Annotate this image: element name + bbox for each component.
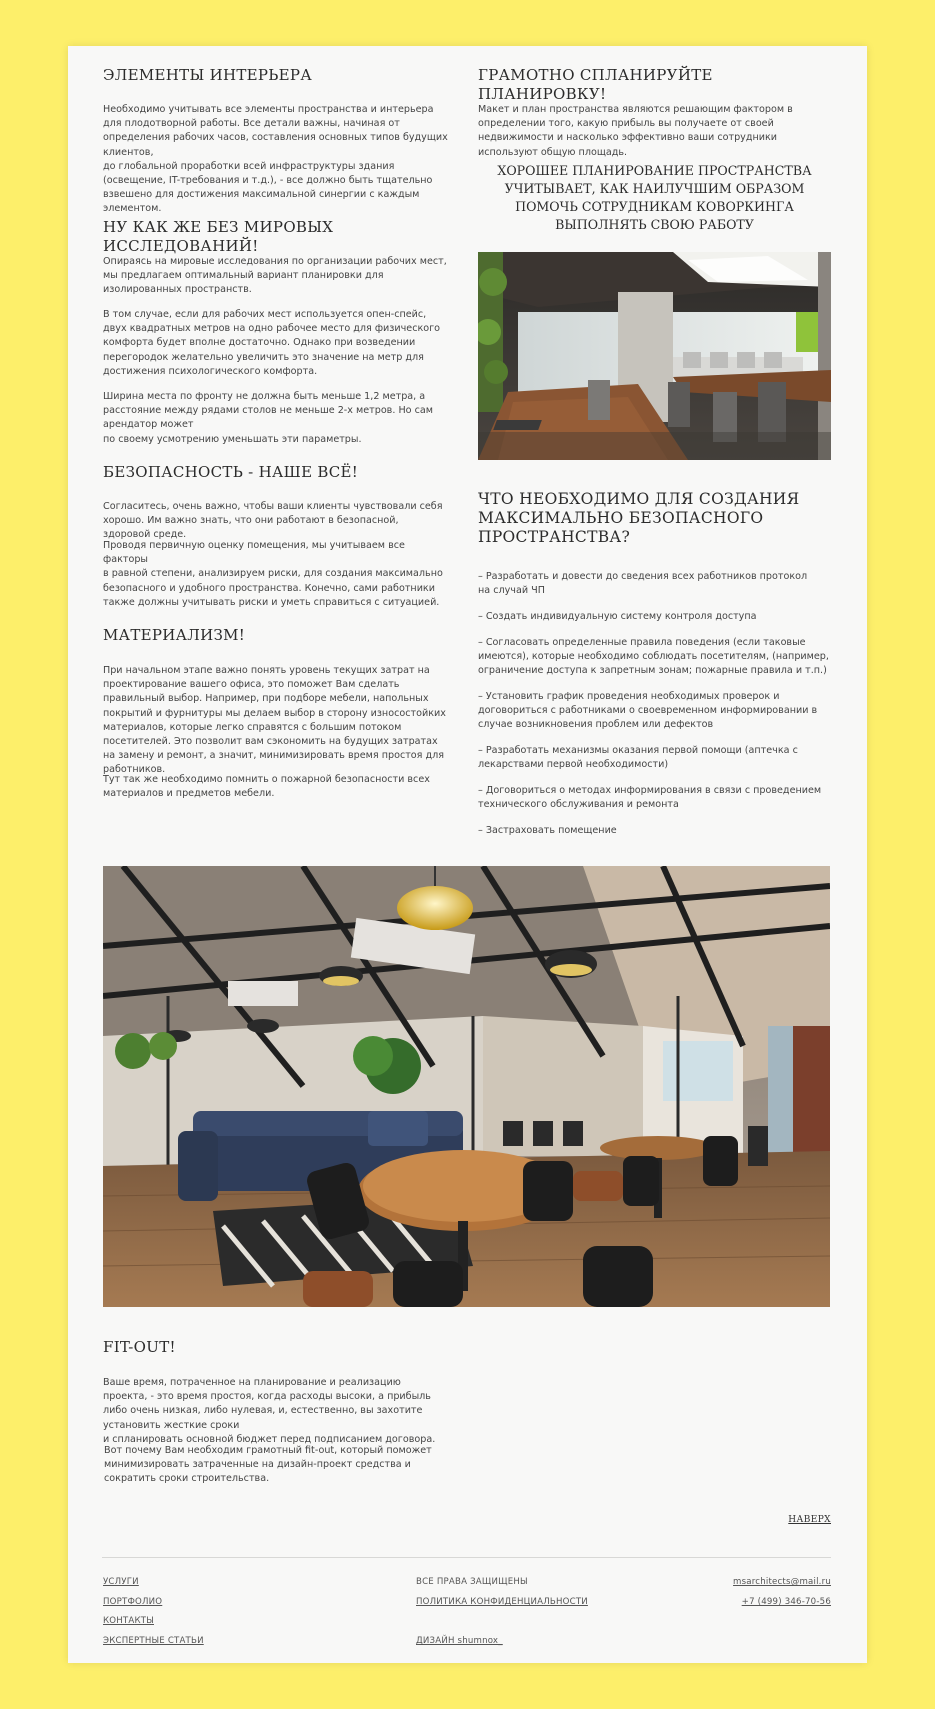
footer-link-contacts[interactable]: КОНТАКТЫ bbox=[103, 1616, 154, 1626]
section-title-materialism: МАТЕРИАЛИЗМ! bbox=[103, 626, 246, 644]
footer-link-services[interactable]: УСЛУГИ bbox=[103, 1577, 139, 1587]
footer-link-portfolio[interactable]: ПОРТФОЛИО bbox=[103, 1597, 163, 1607]
office-photo-workspace bbox=[478, 252, 831, 460]
footer-privacy-link[interactable]: ПОЛИТИКА КОНФИДЕНЦИАЛЬНОСТИ bbox=[416, 1597, 588, 1607]
section-title-interior: ЭЛЕМЕНТЫ ИНТЕРЬЕРА bbox=[103, 66, 312, 84]
research-text-3: Ширина места по фронту не должна быть меньше 1,2 метра, а расстояние между рядами столов не меньше 2-х метров. Но сам арендатор может по своему усмотрению уменьшать эти параметры. bbox=[103, 391, 433, 445]
office-photo-lounge bbox=[103, 866, 830, 1307]
footer-phone-link[interactable]: +7 (499) 346-70-56 bbox=[741, 1597, 831, 1607]
needed-item-7: – Застраховать помещение bbox=[478, 825, 617, 836]
interior-text: Необходимо учитывать все элементы пространства и интерьера для плодотворной работы. Все детали важны, начиная от определения рабочих часов, составления основных типов будущих клиентов, до глобальной проработки всей инфраструктуры здания (освещение, IT-требования и т.д.), - все должно быть тщательно взвешено для достижения максимальной синергии с каждым элементом. bbox=[103, 104, 448, 215]
section-title-safety: БЕЗОПАСНОСТЬ - НАШЕ ВСЁ! bbox=[103, 463, 359, 481]
needed-item-3: – Согласовать определенные правила поведения (если таковые имеются), которые необходимо соблюдать посетителям, (например, ограничение доступа к запретным зонам; пожарные правила и т.п.) bbox=[478, 637, 829, 677]
research-text-2: В том случае, если для рабочих мест используется опен-спейс, двух квадратных метров на одно рабочее место для физического комфорта будет вполне достаточно. Однако при возведении перегородок желательно увеличить это значение на метр для достижения психологического комфорта. bbox=[103, 309, 441, 377]
section-title-fitout: FIT-OUT! bbox=[103, 1338, 176, 1356]
materialism-text-2: Тут так же необходимо помнить о пожарной безопасности всех материалов и предметов мебели. bbox=[103, 774, 430, 800]
fitout-text-1: Ваше время, потраченное на планирование и реализацию проекта, - это время простоя, когда расходы высоки, а прибыль либо очень низкая, либо нулевая, и, естественно, вы захотите установить жесткие сроки и спланировать основной бюджет перед подписанием договора. bbox=[103, 1377, 436, 1445]
safety-text-1: Согласитесь, очень важно, чтобы ваши клиенты чувствовали себя хорошо. Им важно знать, что они работают в безопасной, здоровой среде. bbox=[103, 501, 443, 541]
footer-designer-link[interactable]: ДИЗАЙН shumnox_ bbox=[416, 1636, 503, 1646]
footer-rights: ВСЕ ПРАВА ЗАЩИЩЕНЫ bbox=[416, 1577, 528, 1587]
planning-quote: ХОРОШЕЕ ПЛАНИРОВАНИЕ ПРОСТРАНСТВА УЧИТЫВАЕТ, КАК НАИЛУЧШИМ ОБРАЗОМ ПОМОЧЬ СОТРУДНИКАМ КОВОРКИНГА ВЫПОЛНЯТЬ СВОЮ РАБОТУ bbox=[497, 163, 812, 232]
needed-item-4: – Установить график проведения необходимых проверок и договориться с работниками о своевременном информировании в случае возникновения проблем или дефектов bbox=[478, 691, 818, 731]
footer-email-link[interactable]: msarchitects@mail.ru bbox=[733, 1577, 831, 1587]
footer-divider bbox=[102, 1557, 831, 1558]
needed-item-5: – Разработать механизмы оказания первой помощи (аптечка с лекарствами первой необходимости) bbox=[478, 745, 798, 771]
materialism-text-1: При начальном этапе важно понять уровень текущих затрат на проектирование вашего офиса, это поможет Вам сделать правильный выбор. Например, при подборе мебели, напольных покрытий и фурнитуры мы делаем выбор в сторону износостойких материалов, которые легко справятся с большим потоком посетителей. Это позволит вам сэкономить на будущих затратах на замену и ремонт, а значит, минимизировать время простоя для работников. bbox=[103, 665, 446, 776]
back-to-top-link[interactable]: НАВЕРХ bbox=[788, 1515, 831, 1525]
fitout-text-2: Вот почему Вам необходим грамотный fit-out, который поможет минимизировать затраченные на дизайн-проект средства и сократить сроки строительства. bbox=[104, 1445, 432, 1485]
section-title-research: НУ КАК ЖЕ БЕЗ МИРОВЫХ ИССЛЕДОВАНИЙ! bbox=[103, 218, 334, 255]
research-text-1: Опираясь на мировые исследования по организации рабочих мест, мы предлагаем оптимальный вариант планировки для изолированных пространств. bbox=[103, 256, 447, 296]
safety-text-2: Проводя первичную оценку помещения, мы учитываем все факторы в равной степени, анализируем риски, для создания максимально безопасного и удобного пространства. Конечно, сами работники также должны учитывать риски и уметь справиться с ситуацией. bbox=[103, 540, 443, 608]
planning-text: Макет и план пространства являются решающим фактором в определении того, какую прибыль вы получаете от своей недвижимости и насколько эффективно ваши сотрудники используют общую площадь. bbox=[478, 104, 793, 158]
needed-item-6: – Договориться о методах информирования в связи с проведением технического обслуживания и ремонта bbox=[478, 785, 822, 811]
section-title-needed: ЧТО НЕОБХОДИМО ДЛЯ СОЗДАНИЯ МАКСИМАЛЬНО БЕЗОПАСНОГО ПРОСТРАНСТВА? bbox=[478, 490, 800, 546]
needed-item-2: – Создать индивидуальную систему контроля доступа bbox=[478, 611, 757, 622]
footer-link-articles[interactable]: ЭКСПЕРТНЫЕ СТАТЬИ bbox=[103, 1636, 204, 1646]
section-title-planning: ГРАМОТНО СПЛАНИРУЙТЕ ПЛАНИРОВКУ! bbox=[478, 66, 713, 103]
needed-item-1: – Разработать и довести до сведения всех работников протокол на случай ЧП bbox=[478, 571, 808, 597]
